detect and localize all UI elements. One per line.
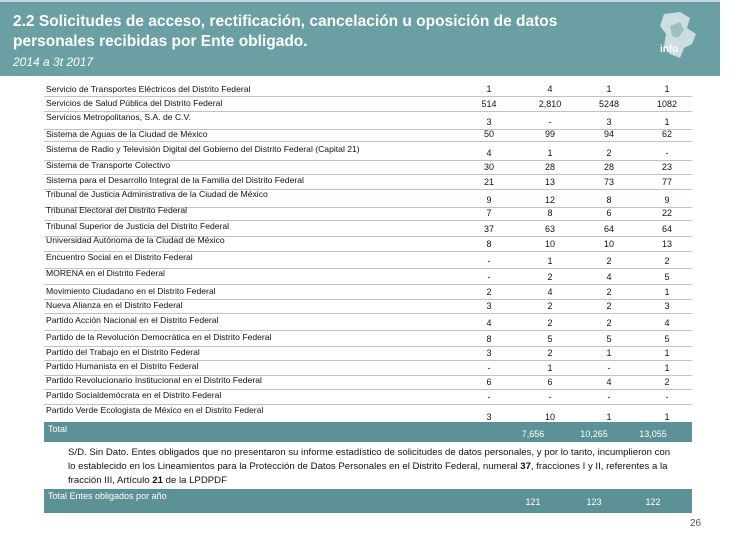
entity-name: Tribunal Superior de Justicia del Distrito Federal <box>46 221 230 231</box>
cell-value: 9 <box>486 195 492 205</box>
cell-value: 5 <box>606 334 612 344</box>
cell-value: 64 <box>603 224 614 234</box>
cell-value: 28 <box>603 162 614 172</box>
cell-value: 22 <box>661 208 672 218</box>
entes-value: 121 <box>525 497 541 507</box>
page-number: 26 <box>690 518 702 529</box>
cell-value: 21 <box>483 177 494 187</box>
cell-value: 12 <box>544 195 555 205</box>
cell-value: 28 <box>544 162 555 172</box>
footnote <box>68 446 678 488</box>
entity-name: Partido de la Revolución Democrática en el Distrito Federal <box>46 332 272 342</box>
entity-name: Universidad Autónoma de la Ciudad de México <box>46 235 225 245</box>
cell-value: 8 <box>606 195 612 205</box>
footnote-text: S/D. Sin Dato. Entes obligados que no presentaron su informe estadístico de solicitudes de datos personales, y por lo tanto, incumplieron con lo establecido en los Lineamientos para la Protección de Datos Personales en el Distrito Federal, numeral <box>68 447 671 472</box>
cell-value: 10 <box>603 239 614 249</box>
cell-value: 13 <box>544 177 555 187</box>
entity-name: Sistema de Transporte Colectivo <box>46 160 171 170</box>
total-row <box>44 422 723 442</box>
cell-value: 10 <box>544 412 555 422</box>
cell-value: - <box>487 392 491 402</box>
cell-value: 2 <box>606 256 612 266</box>
entity-name: Servicios de Salud Pública del Distrito Federal <box>46 98 223 108</box>
cell-value: 3 <box>486 301 492 311</box>
cell-value: - <box>487 363 491 373</box>
cell-value: 1082 <box>656 99 678 109</box>
cell-value: 50 <box>483 129 494 139</box>
cell-value: 4 <box>606 272 612 282</box>
cell-value: 1 <box>547 148 553 158</box>
cell-value: 2 <box>606 318 612 328</box>
cell-value: 6 <box>486 377 492 387</box>
cell-value: - <box>548 117 552 127</box>
cell-value: 1 <box>664 412 670 422</box>
total-value: 7,656 <box>521 429 545 439</box>
logo-text: info <box>660 44 679 55</box>
cell-value: 1 <box>664 287 670 297</box>
cell-value: - <box>487 272 491 282</box>
cell-value: 2 <box>547 272 553 282</box>
cell-value: 8 <box>486 239 492 249</box>
total-value: 6,560 <box>699 429 723 439</box>
cell-value: 5 <box>547 334 553 344</box>
cell-value: 2 <box>606 148 612 158</box>
cell-value: 1 <box>664 363 670 373</box>
cell-value: 37 <box>483 224 494 234</box>
cell-value: 2 <box>486 287 492 297</box>
footnote-numeral: 37 <box>520 461 531 472</box>
cell-value: 2 <box>606 301 612 311</box>
cell-value: 1 <box>547 363 553 373</box>
cell-value: 1 <box>664 348 670 358</box>
cell-value: 2 <box>664 377 670 387</box>
cell-value: 77 <box>661 177 672 187</box>
entes-value: 122 <box>645 497 661 507</box>
footnote-text: de la LPDPDF <box>165 475 227 486</box>
cell-value: 2 <box>547 348 553 358</box>
cell-value: 13 <box>661 239 672 249</box>
cell-value: 62 <box>661 129 672 139</box>
cell-value: 4 <box>547 287 553 297</box>
cell-value: 64 <box>661 224 672 234</box>
entity-name: Tribunal de Justicia Administrativa de la Ciudad de México <box>46 189 268 199</box>
cell-value: 3 <box>486 412 492 422</box>
cell-value: 23 <box>661 162 672 172</box>
total-label: Total <box>48 424 68 434</box>
entity-name: Sistema de Aguas de la Ciudad de México <box>46 129 208 139</box>
entes-value: 123 <box>586 497 602 507</box>
cell-value: 30 <box>483 162 494 172</box>
cell-value: 1 <box>606 348 612 358</box>
entity-name: Partido del Trabajo en el Distrito Federal <box>46 347 200 357</box>
cell-value: - <box>548 392 552 402</box>
entity-name: Sistema para el Desarrollo Integral de la Familia del Distrito Federal <box>46 175 304 185</box>
cell-value: 514 <box>481 99 497 109</box>
cell-value: - <box>607 363 611 373</box>
cell-value: 2 <box>547 318 553 328</box>
cell-value: 3 <box>606 117 612 127</box>
cell-value: 4 <box>547 84 553 94</box>
cell-value: 5 <box>664 334 670 344</box>
cell-value: 6 <box>547 377 553 387</box>
page-subtitle: 2014 a 3t 2017 <box>13 55 94 69</box>
cell-value: 1 <box>486 84 492 94</box>
entity-name: Tribunal Electoral del Distrito Federal <box>46 205 188 215</box>
entity-name: Encuentro Social en el Distrito Federal <box>46 252 193 262</box>
entity-name: MORENA en el Distrito Federal <box>46 268 165 278</box>
cell-value: 1 <box>606 412 612 422</box>
entity-name: Servicios Metropolitanos, S.A. de C.V. <box>46 112 191 122</box>
entes-total-row <box>44 489 719 513</box>
cell-value: - <box>665 392 669 402</box>
cell-value: 4 <box>486 318 492 328</box>
cell-value: 63 <box>544 224 555 234</box>
footnote-text: , fracciones I y II, referentes a la fracción III, Artículo <box>68 461 668 486</box>
entes-value: 123 <box>703 497 719 507</box>
cell-value: 4 <box>486 148 492 158</box>
cell-value: 1 <box>606 84 612 94</box>
cell-value: 4 <box>664 318 670 328</box>
cell-value: 2 <box>664 256 670 266</box>
cell-value: 4 <box>606 377 612 387</box>
entity-name: Partido Revolucionario Institucional en el Distrito Federal <box>46 375 262 385</box>
cell-value: 94 <box>603 129 614 139</box>
entity-name: Partido Acción Nacional en el Distrito Federal <box>46 315 219 325</box>
cell-value: 2 <box>606 287 612 297</box>
cell-value: 3 <box>486 117 492 127</box>
cell-value: 2,810 <box>538 99 562 109</box>
cell-value: 9 <box>664 195 670 205</box>
cell-value: 73 <box>603 177 614 187</box>
footnote-article: 21 <box>152 475 163 486</box>
cell-value: 5248 <box>598 99 620 109</box>
cell-value: 1 <box>664 84 670 94</box>
cell-value: 10 <box>544 239 555 249</box>
total-value: 10,265 <box>580 429 608 439</box>
info-logo-icon <box>640 8 714 74</box>
cell-value: 1 <box>547 256 553 266</box>
entity-name: Sistema de Radio y Televisión Digital del Gobierno del Distrito Federal (Capital 21) <box>46 144 360 154</box>
cell-value: 8 <box>486 334 492 344</box>
entity-name: Partido Socialdemócrata en el Distrito Federal <box>46 390 222 400</box>
entity-name: Partido Humanista en el Distrito Federal <box>46 361 199 371</box>
total-value: 13,055 <box>639 429 667 439</box>
entity-name: Nueva Alianza en el Distrito Federal <box>46 300 183 310</box>
cell-value: - <box>607 392 611 402</box>
cell-value: - <box>665 148 669 158</box>
cell-value: 2 <box>547 301 553 311</box>
cell-value: 3 <box>664 301 670 311</box>
entity-name: Movimiento Ciudadano en el Distrito Federal <box>46 286 216 296</box>
cell-value: 1 <box>664 117 670 127</box>
cell-value: - <box>487 256 491 266</box>
cell-value: 6 <box>606 208 612 218</box>
page-title: 2.2 Solicitudes de acceso, rectificación, cancelación u oposición de datos personales recibidas por Ente obligado. <box>13 13 558 50</box>
entes-label: Total Entes obligados por año <box>48 491 167 501</box>
cell-value: 3 <box>486 348 492 358</box>
cell-value: 7 <box>486 208 492 218</box>
entity-name: Servicio de Transportes Eléctricos del Distrito Federal <box>46 84 251 94</box>
cell-value: 5 <box>664 272 670 282</box>
cell-value: 8 <box>547 208 553 218</box>
cell-value: 99 <box>544 129 555 139</box>
entity-name: Partido Verde Ecologista de México en el Distrito Federal <box>46 405 264 415</box>
